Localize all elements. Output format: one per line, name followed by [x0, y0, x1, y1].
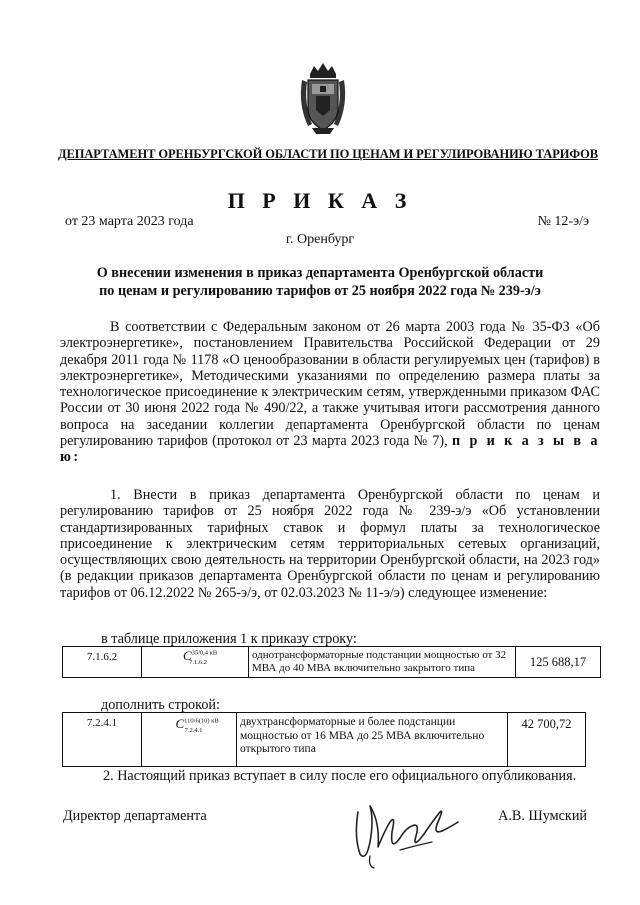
row-value: 42 700,72 [508, 713, 586, 767]
order-subject [40, 264, 600, 300]
paragraph-1-emphasis: п р и к а з ы в а ю: [60, 433, 600, 466]
formula-superscript: 110/6(10) кВ [184, 717, 219, 725]
formula-superscript: 35/0,4 кВ [191, 649, 218, 657]
signature [340, 792, 470, 872]
table-row [63, 647, 601, 678]
row-description: двухтрансформаторные и более подстанции мощностью от 16 МВА до 25 МВА включительно открытого типа [237, 713, 508, 767]
row-code: 7.1.6.2 [63, 647, 142, 678]
coat-of-arms-emblem [296, 60, 350, 138]
table-1-label: в таблице приложения 1 к приказу строку: [101, 631, 357, 647]
paragraph-effective: 2. Настоящий приказ вступает в силу после его официального опубликования. [103, 768, 577, 784]
row-formula [142, 647, 249, 678]
department-header: ДЕПАРТАМЕНТ ОРЕНБУРГСКОЙ ОБЛАСТИ ПО ЦЕНАМ И РЕГУЛИРОВАНИЮ ТАРИФОВ [58, 147, 599, 161]
row-code: 7.2.4.1 [63, 713, 142, 767]
table-2-label: дополнить строкой: [101, 697, 220, 713]
paragraph-1-text: В соответствии с Федеральным законом от 26 марта 2003 года № 35-ФЗ «Об электроэнергетике», постановлением Правительства Российской Федерации от 29 декабря 2011 года № 1178 «О ценообразовании в области регулируемых цен (тарифов) в электроэнергетике», Методическими указаниями по определению размера платы за технологическое присоединение к электрическим сетям, утвержденными приказом ФАС России от 30 июня 2022 года № 490/22, а также учитывая итоги рассмотрения данного вопроса на заседании коллегии департамента Оренбургской области по ценам регулированию тарифов (протокол от 23 марта 2023 года № 7), [60, 319, 600, 450]
director-title: Директор департамента [63, 808, 207, 824]
tariff-table-2 [62, 712, 586, 767]
paragraph-legal-basis [60, 319, 600, 466]
row-formula [142, 713, 237, 767]
director-name: А.В. Шумский [498, 808, 587, 824]
document-title: П Р И К А З [227, 188, 413, 213]
table-row [63, 713, 586, 767]
order-city: г. Оренбург [285, 232, 355, 247]
subject-line-2: по ценам и регулированию тарифов от 25 ноября 2022 года № 239-э/э [99, 283, 541, 299]
formula-subscript: 7.2.4.1 [184, 726, 203, 734]
row-description: однотрансформаторные подстанции мощностью от 32 МВА до 40 МВА включительно закрытого типа [249, 647, 516, 678]
tariff-table-1 [62, 646, 601, 678]
row-value: 125 688,17 [516, 647, 601, 678]
paragraph-amendment: 1. Внести в приказ департамента Оренбургской области по ценам и регулированию тарифов от 25 ноября 2022 года № 239-э/э «Об установлении стандартизированных тарифных ставок и формул платы за технологическое присоединение к электрическим сетям территориальных сетевых организаций, осуществляющих свою деятельность на территории Оренбургской области, на 2023 год» (в редакции приказов департамента Оренбургской области по ценам и регулированию тарифов от 06.12.2022 № 265-э/э, от 02.03.2023 № 11-э/э) следующее изменение: [60, 487, 600, 601]
order-number: № 12-э/э [537, 214, 589, 229]
order-date: от 23 марта 2023 года [65, 214, 194, 229]
formula-symbol: C [182, 648, 192, 663]
subject-line-1: О внесении изменения в приказ департамента Оренбургской области [96, 265, 544, 281]
formula-subscript: 7.1.6.2 [189, 658, 208, 666]
formula-symbol: C [175, 716, 185, 731]
